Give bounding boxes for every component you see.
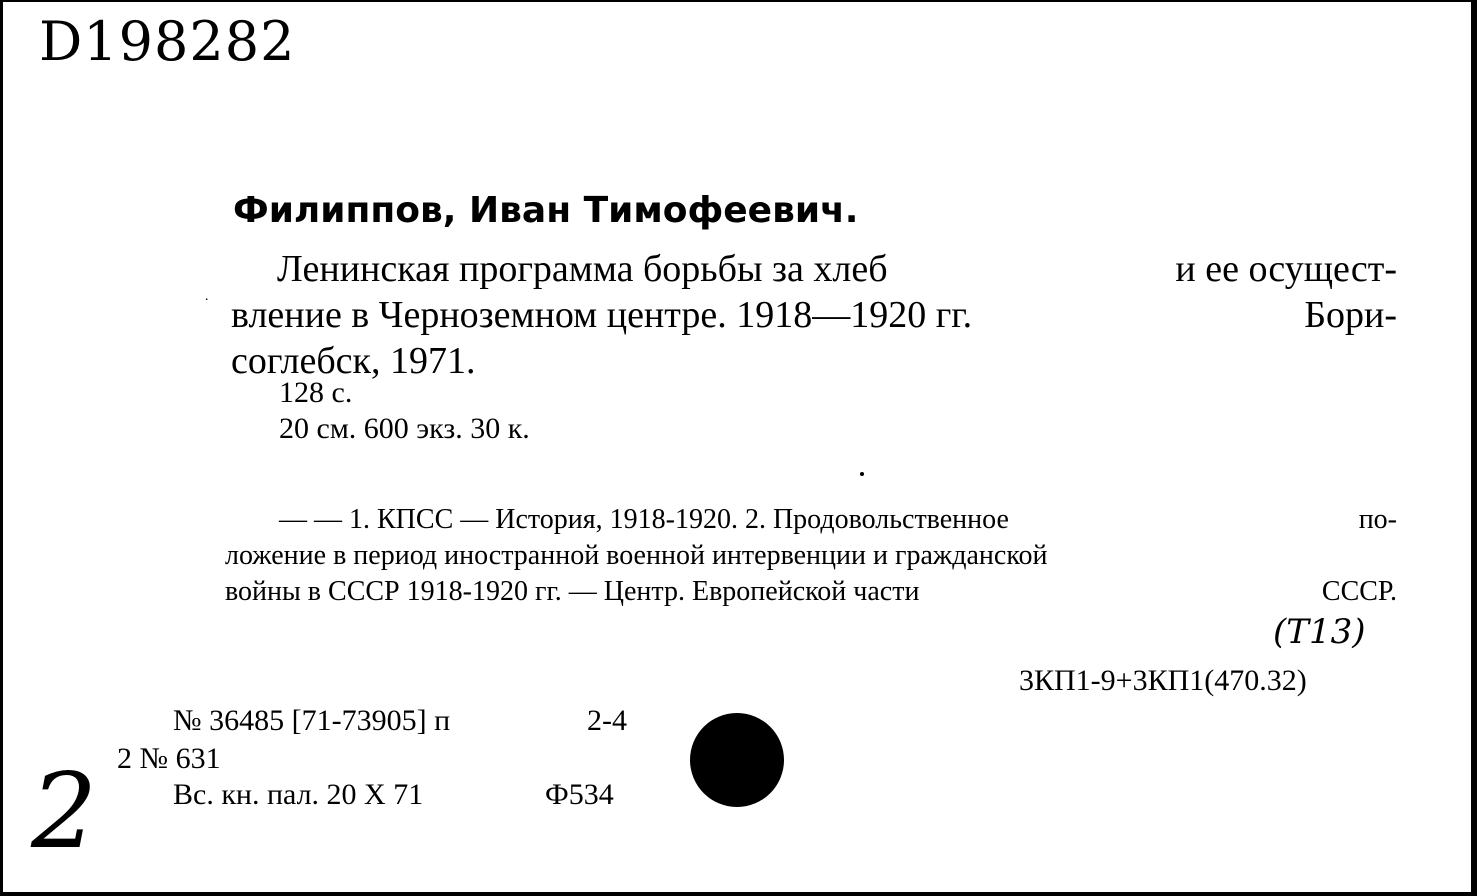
title-line-2b: Бори- xyxy=(1304,294,1397,336)
classification-code: 3КП1-9+3КП1(470.32) xyxy=(1019,664,1307,697)
subjects-line-1b: по- xyxy=(1358,504,1397,535)
handwritten-mark: 2 xyxy=(31,750,98,872)
call-number: D198282 xyxy=(39,10,296,73)
title-block xyxy=(231,246,1397,384)
title-line-1b: и ее осущест- xyxy=(1175,248,1397,290)
format-details: 20 см. 600 экз. 30 к. xyxy=(279,412,530,445)
subjects-line-1a: — — 1. КПСС — История, 1918-1920. 2. Продовольственное xyxy=(279,504,1009,535)
chamber-code: Ф534 xyxy=(545,778,614,811)
subject-headings xyxy=(225,502,1397,610)
title-line-1a: Ленинская программа борьбы за хлеб xyxy=(277,248,888,290)
record-number: № 36485 [71-73905] п xyxy=(173,704,451,737)
subjects-line-3a: войны в СССР 1918-1920 гг. — Центр. Европейской части xyxy=(225,576,920,607)
separator-dot xyxy=(860,472,864,476)
record-code: 2-4 xyxy=(587,704,627,737)
author-heading: Филиппов, Иван Тимофеевич. xyxy=(233,190,859,231)
pagination: 128 с. xyxy=(279,376,353,409)
subjects-line-3b: СССР. xyxy=(1321,576,1397,607)
handwritten-note: (T13) xyxy=(1273,612,1366,652)
subjects-line-2: ложение в период иностранной военной интервенции и гражданской xyxy=(225,540,1048,571)
margin-mark: ˙ xyxy=(204,296,210,313)
order-number: 2 № 631 xyxy=(117,742,221,775)
title-line-2a: вление в Черноземном центре. 1918—1920 гг. xyxy=(231,294,973,336)
title-line-3: соглебск, 1971. xyxy=(231,340,476,382)
chamber-note: Вс. кн. пал. 20 X 71 xyxy=(173,778,424,811)
punch-hole xyxy=(690,713,784,807)
